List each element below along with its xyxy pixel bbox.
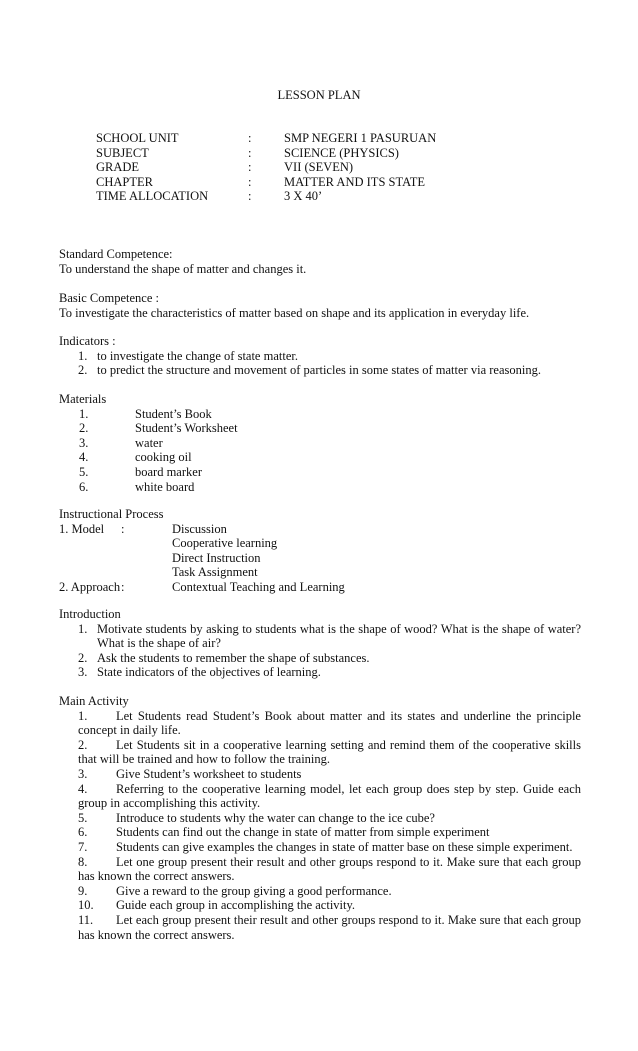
item-text: Students can give examples the changes in state of matter base on these simple experiment. [116, 839, 573, 854]
item-text: Let Students read Student’s Book about matter and its states and underline the principle concept in daily life. [78, 708, 581, 738]
header-key: SCHOOL UNIT [96, 131, 179, 145]
header-row [96, 146, 436, 161]
item-number: 1. [79, 406, 89, 421]
approach-row [59, 580, 581, 595]
header-value: VII (SEVEN) [284, 160, 354, 175]
item-text: Let each group present their result and other groups respond to it. Make sure that each group has known the correct answers. [78, 912, 581, 942]
header-sep: : [248, 131, 252, 145]
item-text: Let one group present their result and other groups respond to it. Make sure that each group has known the correct answers. [78, 854, 581, 884]
item-text: board marker [135, 464, 202, 479]
indicators-section [59, 334, 581, 378]
list-item [78, 363, 581, 378]
page-title: LESSON PLAN [277, 88, 361, 102]
approach-label: 2. Approach [59, 579, 121, 594]
list-item [78, 811, 581, 826]
list-item [78, 665, 581, 680]
model-label: 1. Model [59, 521, 105, 536]
header-key: GRADE [96, 160, 140, 175]
item-text: Introduce to students why the water can change to the ice cube? [116, 810, 435, 825]
list-item [78, 767, 581, 782]
header-value: 3 X 40’ [284, 189, 323, 204]
list-item [78, 349, 581, 364]
section-heading: Instructional Process [59, 507, 164, 521]
header-row [96, 160, 436, 175]
section-text: To understand the shape of matter and changes it. [59, 261, 307, 276]
header-row [96, 175, 436, 190]
header-value: MATTER AND ITS STATE [284, 174, 426, 189]
item-text: white board [135, 479, 195, 494]
model-item: Discussion [172, 521, 227, 536]
model-row [59, 536, 581, 551]
list-item [78, 709, 581, 738]
section-text: To investigate the characteristics of matter based on shape and its application in everyday life. [59, 305, 530, 320]
item-text: to predict the structure and movement of particles in some states of matter via reasoning. [97, 363, 541, 378]
header-row [96, 131, 436, 146]
model-item: Direct Instruction [172, 550, 261, 565]
list-item [78, 884, 581, 899]
item-text: Give a reward to the group giving a good performance. [116, 883, 392, 898]
model-row [59, 522, 581, 537]
header-key: SUBJECT [96, 145, 149, 160]
materials-section [59, 392, 581, 494]
approach-value: Contextual Teaching and Learning [172, 579, 345, 594]
item-number: 10. [78, 898, 94, 913]
section-heading: Main Activity [59, 694, 129, 708]
item-number: 5. [78, 810, 88, 825]
model-sep: : [121, 521, 125, 536]
model-row [59, 565, 581, 580]
list-item [59, 465, 581, 480]
header-sep: : [248, 160, 252, 175]
standard-competence [59, 247, 581, 276]
basic-competence [59, 291, 581, 320]
item-number: 2. [78, 650, 88, 665]
item-number: 4. [79, 450, 89, 465]
item-text: Students can find out the change in state of matter from simple experiment [116, 825, 490, 840]
list-item [78, 651, 581, 666]
list-item [59, 436, 581, 451]
item-text: cooking oil [135, 450, 192, 465]
main-activity-section [59, 694, 581, 942]
section-heading: Indicators : [59, 334, 116, 348]
item-text: Guide each group in accomplishing the activity. [116, 898, 356, 913]
list-item [59, 480, 581, 495]
list-item [78, 898, 581, 913]
item-text: Give Student’s worksheet to students [116, 766, 302, 781]
list-item [59, 450, 581, 465]
item-number: 5. [79, 464, 89, 479]
item-number: 3. [78, 766, 88, 781]
item-text: Student’s Worksheet [135, 421, 238, 436]
item-text: Motivate students by asking to students what is the shape of wood? What is the shape of water? What is the shape of air? [97, 621, 581, 651]
approach-sep: : [121, 579, 125, 594]
model-row [59, 551, 581, 566]
introduction-section [59, 607, 581, 680]
item-number: 2. [78, 737, 88, 752]
instructional-process [59, 507, 581, 595]
list-item [78, 825, 581, 840]
item-text: Student’s Book [135, 406, 212, 421]
item-number: 7. [78, 839, 88, 854]
item-number: 6. [79, 479, 89, 494]
introduction-list [59, 622, 581, 680]
item-text: to investigate the change of state matter. [97, 348, 298, 363]
section-heading: Basic Competence : [59, 291, 159, 305]
header-value: SMP NEGERI 1 PASURUAN [284, 131, 437, 145]
item-number: 3. [79, 435, 89, 450]
main-activity-list [59, 709, 581, 943]
indicators-list [59, 349, 581, 378]
section-heading: Standard Competence: [59, 247, 173, 261]
item-number: 3. [78, 665, 88, 680]
header-row [96, 189, 436, 204]
list-item [78, 782, 581, 811]
model-item: Task Assignment [172, 565, 258, 580]
header-table [96, 131, 436, 204]
item-number: 2. [78, 363, 88, 378]
list-item [78, 738, 581, 767]
list-item [59, 421, 581, 436]
list-item [78, 913, 581, 942]
item-number: 1. [78, 348, 88, 363]
list-item [78, 855, 581, 884]
item-number: 9. [78, 883, 88, 898]
header-sep: : [248, 189, 252, 204]
item-text: Ask the students to remember the shape of substances. [97, 650, 370, 665]
item-text: water [135, 435, 163, 450]
item-text: State indicators of the objectives of learning. [97, 665, 321, 680]
item-number: 1. [78, 708, 88, 723]
header-key: TIME ALLOCATION [96, 189, 209, 204]
header-sep: : [248, 145, 252, 160]
model-item: Cooperative learning [172, 536, 278, 551]
item-number: 6. [78, 825, 88, 840]
item-number: 11. [78, 912, 94, 927]
item-number: 8. [78, 854, 88, 869]
list-item [59, 407, 581, 422]
item-number: 2. [79, 421, 89, 436]
header-value: SCIENCE (PHYSICS) [284, 145, 399, 160]
list-item [78, 840, 581, 855]
header-key: CHAPTER [96, 174, 153, 189]
section-heading: Introduction [59, 607, 121, 621]
list-item [78, 622, 581, 651]
item-number: 1. [78, 621, 88, 636]
header-sep: : [248, 174, 252, 189]
item-number: 4. [78, 781, 88, 796]
section-heading: Materials [59, 392, 107, 406]
item-text: Referring to the cooperative learning model, let each group does step by step. Guide each group in accomplishing this activity. [78, 781, 581, 811]
item-text: Let Students sit in a cooperative learning setting and remind them of the cooperative skills that will be trained and how to follow the training. [78, 737, 581, 767]
